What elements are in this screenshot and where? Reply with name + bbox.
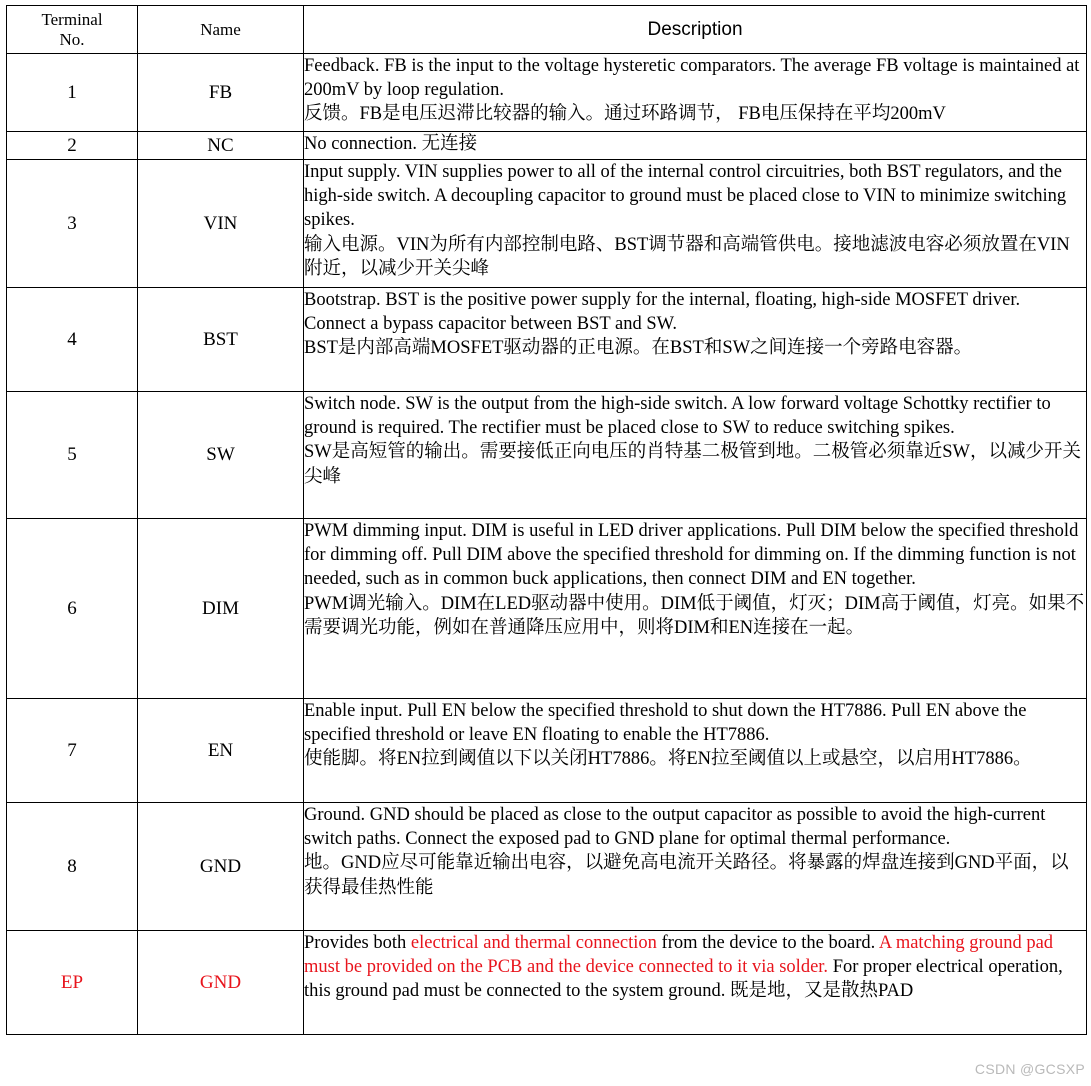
table-row xyxy=(7,160,1087,288)
description-en: PWM dimming input. DIM is useful in LED driver applications. Pull DIM below the specified threshold for dimming off. Pull DIM above the specified threshold for dimming on. If the dimming function is not needed, such as in common buck applications, then connect DIM and EN together. xyxy=(304,521,1079,590)
table-row xyxy=(7,132,1087,160)
pin-name-cell: GND xyxy=(138,803,304,931)
header-description-label: Description xyxy=(647,18,743,40)
header-name xyxy=(138,6,304,54)
description-en: Feedback. FB is the input to the voltage hysteretic comparators. The average FB voltage is maintained at 200mV by loop regulation. xyxy=(304,56,1080,101)
pin-name-cell: SW xyxy=(138,392,304,519)
pin-name-cell-ep: GND xyxy=(138,931,304,1035)
description-cell xyxy=(304,288,1087,392)
description-en: No connection. xyxy=(304,134,418,154)
pin-name-cell: VIN xyxy=(138,160,304,288)
description-cn: 无连接 xyxy=(417,134,478,154)
description-cell-ep xyxy=(304,931,1087,1035)
terminal-no-cell: 2 xyxy=(7,132,138,160)
table-row xyxy=(7,803,1087,931)
description-ep-part1: Provides both xyxy=(304,933,411,953)
terminal-no-cell: 3 xyxy=(7,160,138,288)
pin-name-cell: FB xyxy=(138,54,304,132)
description-cn: BST是内部高端MOSFET驱动器的正电源。在BST和SW之间连接一个旁路电容器。 xyxy=(304,338,973,359)
description-ep-highlight-1: electrical and thermal connection xyxy=(410,933,657,953)
watermark-text: CSDN @GCSXP xyxy=(974,1061,1085,1077)
terminal-no-cell: 1 xyxy=(7,54,138,132)
description-cn: 地。GND应尽可能靠近输出电容，以避免高电流开关路径。将暴露的焊盘连接到GND平面，以获得最佳热性能 xyxy=(304,853,1069,898)
description-cn: 反馈。FB是电压迟滞比较器的输入。通过环路调节， FB电压保持在平均200mV xyxy=(304,104,946,125)
description-en: Bootstrap. BST is the positive power supply for the internal, floating, high-side MOSFET driver. Connect a bypass capacitor between BST and SW. xyxy=(304,290,1021,335)
header-terminal-no xyxy=(7,6,138,54)
pin-name-cell: BST xyxy=(138,288,304,392)
table-row xyxy=(7,288,1087,392)
description-cell xyxy=(304,803,1087,931)
pin-name-cell: EN xyxy=(138,699,304,803)
pin-description-table xyxy=(6,5,1087,1035)
table-row xyxy=(7,519,1087,699)
description-cell xyxy=(304,392,1087,519)
table-row xyxy=(7,699,1087,803)
header-terminal-no-label: Terminal No. xyxy=(41,9,103,49)
description-cell xyxy=(304,54,1087,132)
description-ep-part5: For proper electrical operation, this ground pad must be connected to the system ground. 既是地，又是散热PAD xyxy=(304,957,1063,1002)
description-ep-part3: from the device to the board. xyxy=(656,933,879,953)
terminal-no-cell-ep: EP xyxy=(7,931,138,1035)
header-name-label: Name xyxy=(200,19,241,39)
description-en: Enable input. Pull EN below the specified threshold to shut down the HT7886. Pull EN above the specified threshold or leave EN floating to enable the HT7886. xyxy=(304,701,1027,746)
description-cn: 输入电源。VIN为所有内部控制电路、BST调节器和高端管供电。接地滤波电容必须放置在VIN附近，以减少开关尖峰 xyxy=(304,234,1070,279)
description-cn: PWM调光输入。DIM在LED驱动器中使用。DIM低于阈值，灯灭；DIM高于阈值，灯亮。如果不需要调光功能，例如在普通降压应用中，则将DIM和EN连接在一起。 xyxy=(304,593,1085,638)
terminal-no-cell: 6 xyxy=(7,519,138,699)
description-cn: 使能脚。将EN拉到阈值以下以关闭HT7886。将EN拉至阈值以上或悬空，以启用HT7886。 xyxy=(304,749,1032,770)
terminal-no-cell: 7 xyxy=(7,699,138,803)
description-cell xyxy=(304,160,1087,288)
terminal-no-cell: 4 xyxy=(7,288,138,392)
description-en: Input supply. VIN supplies power to all of the internal control circuitries, both BST regulators, and the high-side switch. A decoupling capacitor to ground must be placed close to VIN to minimize switching spikes. xyxy=(304,162,1067,231)
table-header-row xyxy=(7,6,1087,54)
table-row-ep xyxy=(7,931,1087,1035)
description-en: Ground. GND should be placed as close to the output capacitor as possible to avoid the high-current switch paths. Connect the exposed pad to GND plane for optimal thermal performance. xyxy=(304,805,1046,850)
description-cn: SW是高短管的输出。需要接低正向电压的肖特基二极管到地。二极管必须靠近SW，以减少开关尖峰 xyxy=(304,442,1082,487)
description-cell xyxy=(304,699,1087,803)
table-row xyxy=(7,392,1087,519)
pin-name-cell: DIM xyxy=(138,519,304,699)
header-description xyxy=(304,6,1087,54)
pin-name-cell: NC xyxy=(138,132,304,160)
terminal-no-cell: 8 xyxy=(7,803,138,931)
description-ep-highlight-2: A matching ground pad must be provided on the PCB and the device connected to it via solder. xyxy=(304,933,1054,978)
description-cell xyxy=(304,132,1087,160)
description-en: Switch node. SW is the output from the high-side switch. A low forward voltage Schottky rectifier to ground is required. The rectifier must be placed close to SW to reduce switching spikes. xyxy=(304,394,1051,439)
description-cell xyxy=(304,519,1087,699)
terminal-no-cell: 5 xyxy=(7,392,138,519)
table-row xyxy=(7,54,1087,132)
